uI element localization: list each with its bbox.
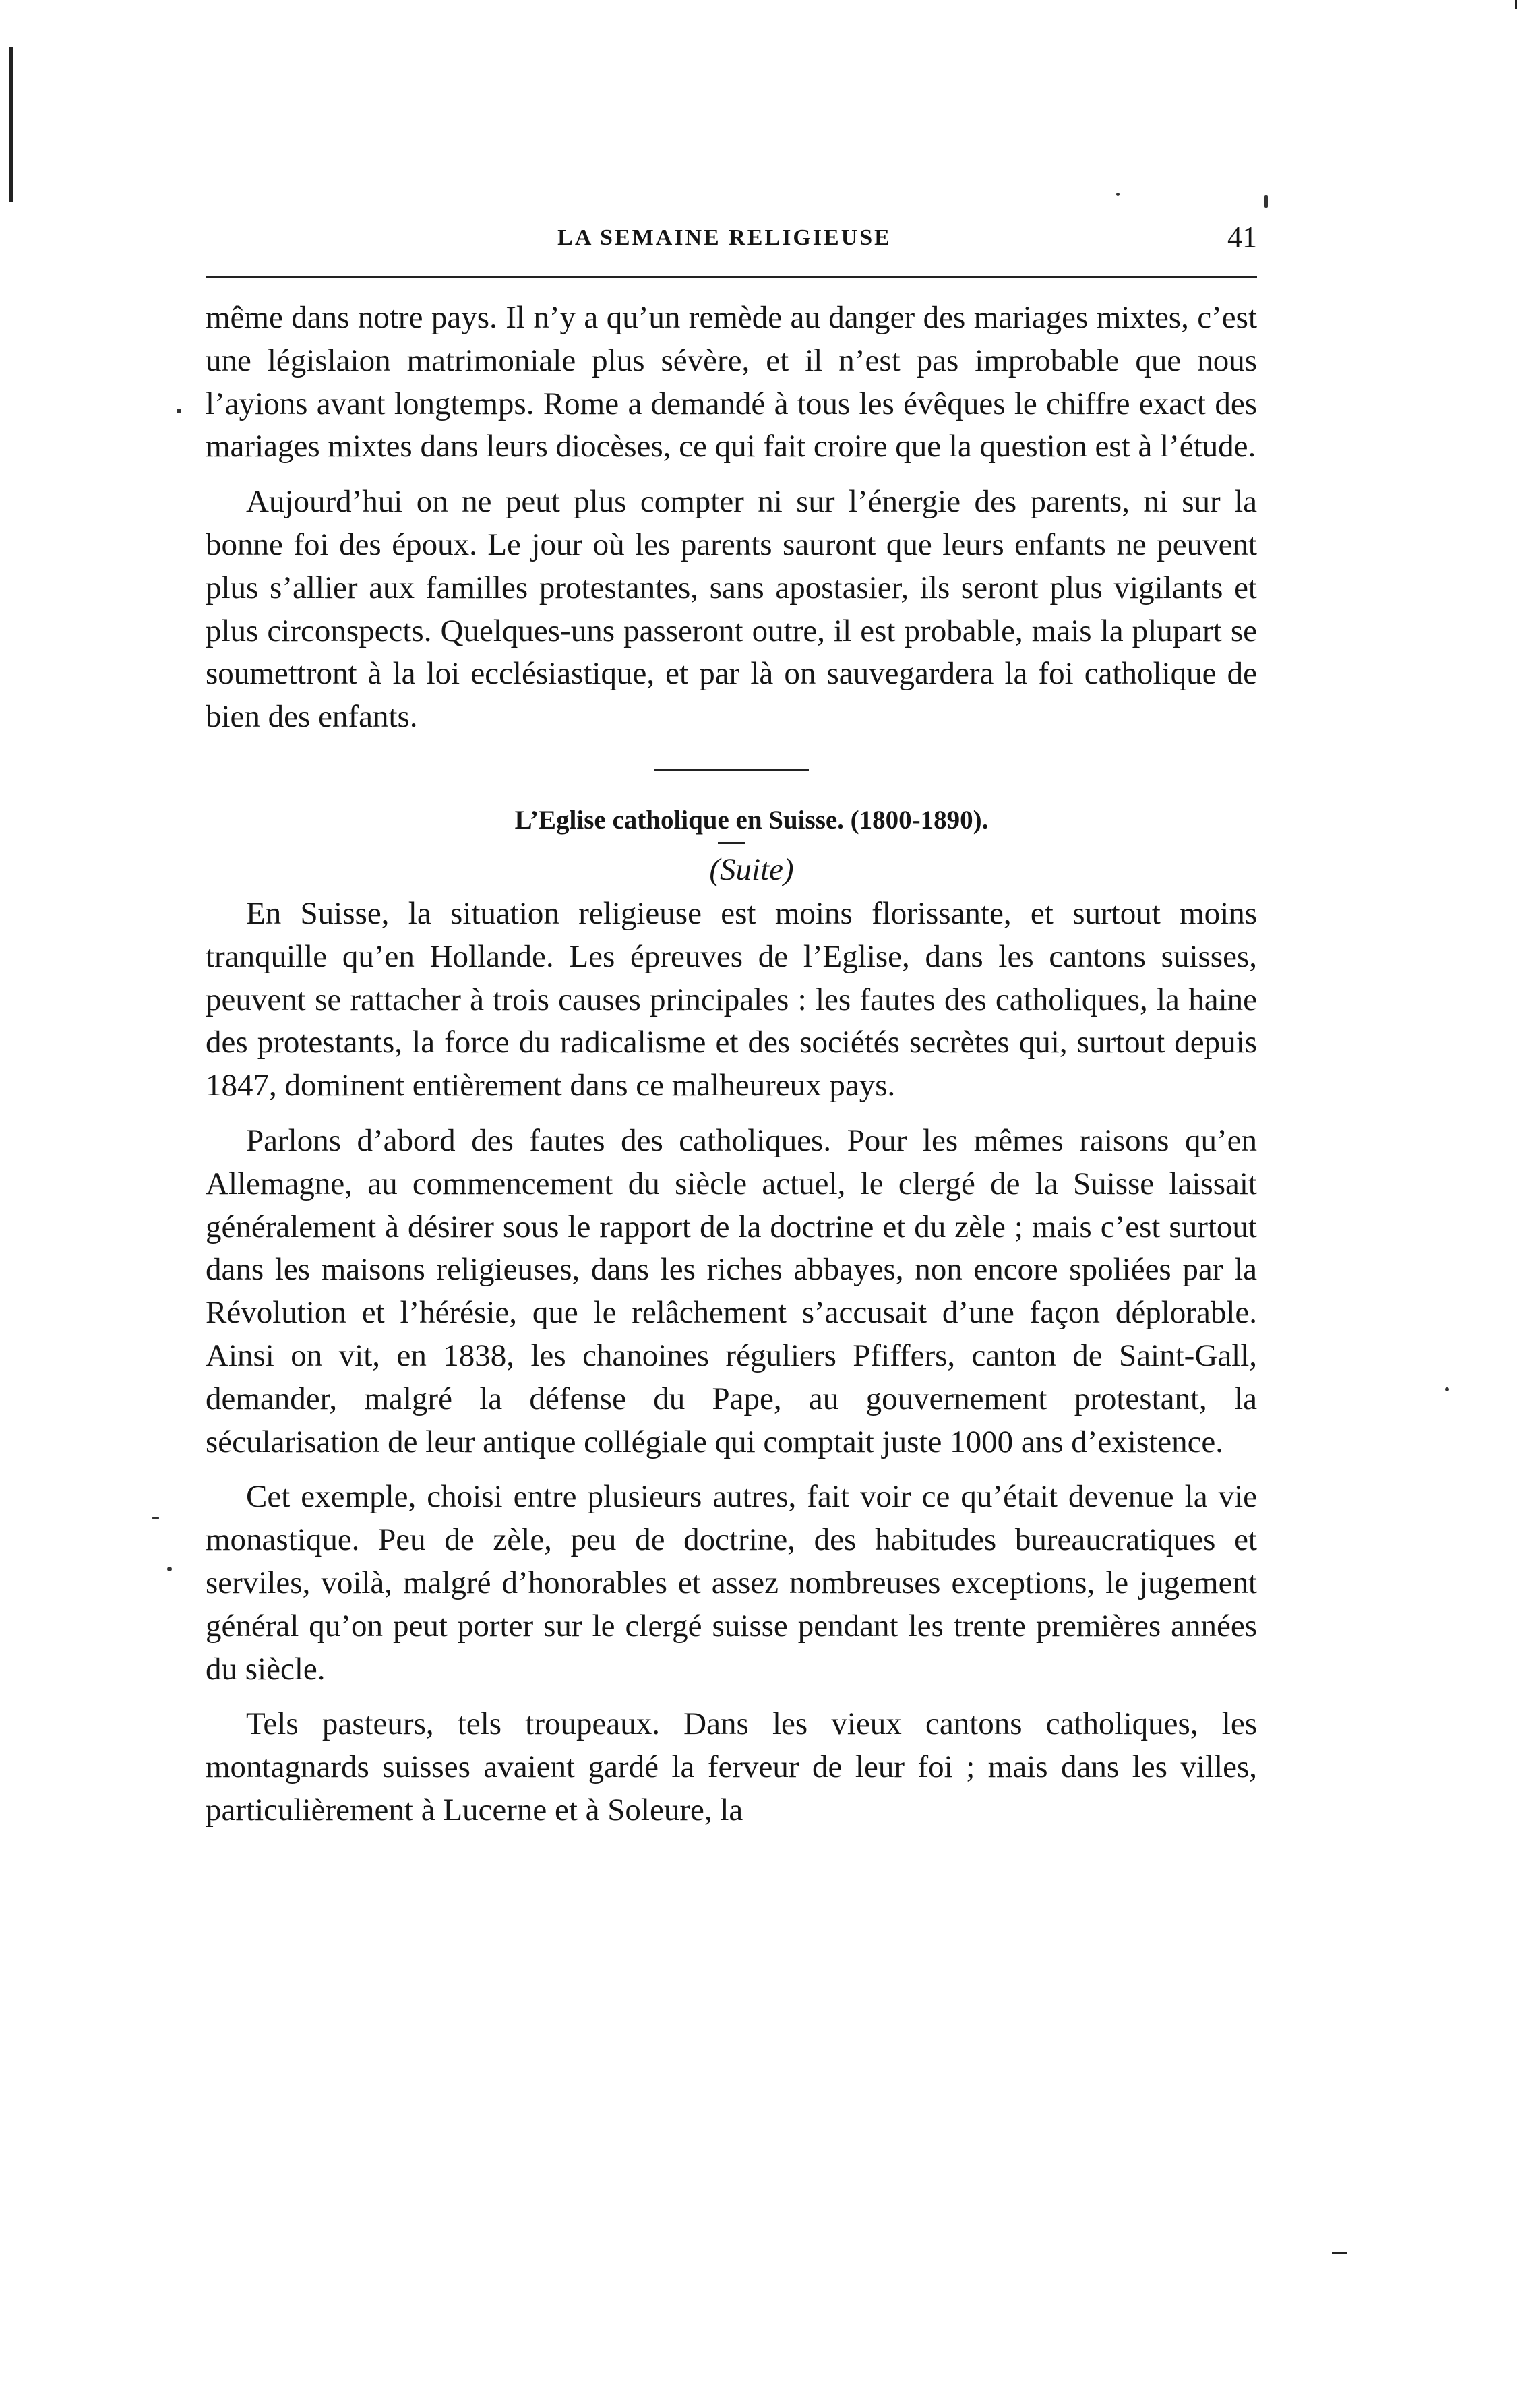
scan-edge-mark [9, 47, 13, 202]
page-number: 41 [1227, 220, 1257, 253]
scan-corner-mark [1515, 0, 1517, 9]
margin-speck [152, 1517, 159, 1519]
margin-speck [167, 1567, 172, 1571]
margin-speck [1445, 1387, 1449, 1391]
paragraph: Cet exemple, choisi entre plusieurs autres, fait voir ce qu’était devenue la vie monastique. Peu de zèle, peu de doctrine, des habitudes bureaucratiques et serviles, voilà, malgré d’honorables et assez nombreuses exceptions, le jugement général qu’on peut porter sur le clergé suisse pendant les trente premières années du siècle. [206, 1479, 1257, 1687]
header-rule [206, 276, 1257, 278]
paragraph: Parlons d’abord des fautes des catholiques. Pour les mêmes raisons qu’en Allemagne, au commencement du siècle actuel, le clergé de la Suisse laissait généralement à désirer sous le rapport de la doctrine et du zèle ; mais c’est surtout dans les maisons religieuses, dans les riches abbayes, non encore spoliées par la Révolution et l’hérésie, que le relâchement s’accusait d’une façon déplorable. Ainsi on vit, en 1838, les chanoines réguliers Pfiffers, canton de Saint-Gall, demander, malgré la défense du Pape, au gouvernement protestant, la sécularisation de leur antique collégiale qui comptait juste 1000 ans d’existence. [206, 1122, 1257, 1459]
paragraph: En Suisse, la situation religieuse est moins florissante, et surtout moins tranquille qu’en Hollande. Les épreuves de l’Eglise, dans les cantons suisses, peuvent se rattacher à trois causes principales : les fautes des catholiques, la haine des protestants, la force du radicalisme et des sociétés secrètes qui, surtout depuis 1847, dominent entièrement dans ce malheureux pays. [206, 895, 1257, 1104]
paragraph: Aujourd’hui on ne peut plus compter ni sur l’énergie des parents, ni sur la bonne foi des époux. Le jour où les parents sauront que leurs enfants ne peuvent plus s’allier aux familles protestantes, sans apostasier, ils seront plus vigilants et plus circonspects. Quelques-uns passeront outre, il est probable, mais la plupart se soumettront à la loi ecclésiastique, et par là on sauvegardera la foi catholique de bien des enfants. [206, 484, 1257, 735]
section-title: L’Eglise catholique en Suisse. (1800-1890). [514, 805, 989, 835]
page-body [206, 297, 1257, 1832]
running-title: LA SEMAINE RELIGIEUSE [557, 225, 892, 250]
scan-margin-mark [1332, 2252, 1347, 2254]
section-divider [654, 769, 809, 771]
paragraph: même dans notre pays. Il n’y a qu’un remède au danger des mariages mixtes, c’est une législaion matrimoniale plus sévère, et il n’est pas improbable que nous l’ayions avant longtemps. Rome a demandé à tous les évêques le chiffre exact des mariages mixtes dans leurs diocèses, ce qui fait croire que la question est à l’étude. [206, 300, 1257, 464]
section-subtitle: (Suite) [709, 851, 794, 887]
margin-speck [177, 409, 181, 413]
paragraph: Tels pasteurs, tels troupeaux. Dans les vieux cantons catholiques, les montagnards suisses avaient gardé la ferveur de leur foi ; mais dans les villes, particulièrement à Lucerne et à Soleure, la [206, 1706, 1257, 1828]
margin-speck [1116, 193, 1120, 196]
page-header [206, 220, 1257, 260]
subtitle-rule [718, 842, 745, 844]
margin-speck [1264, 195, 1268, 208]
